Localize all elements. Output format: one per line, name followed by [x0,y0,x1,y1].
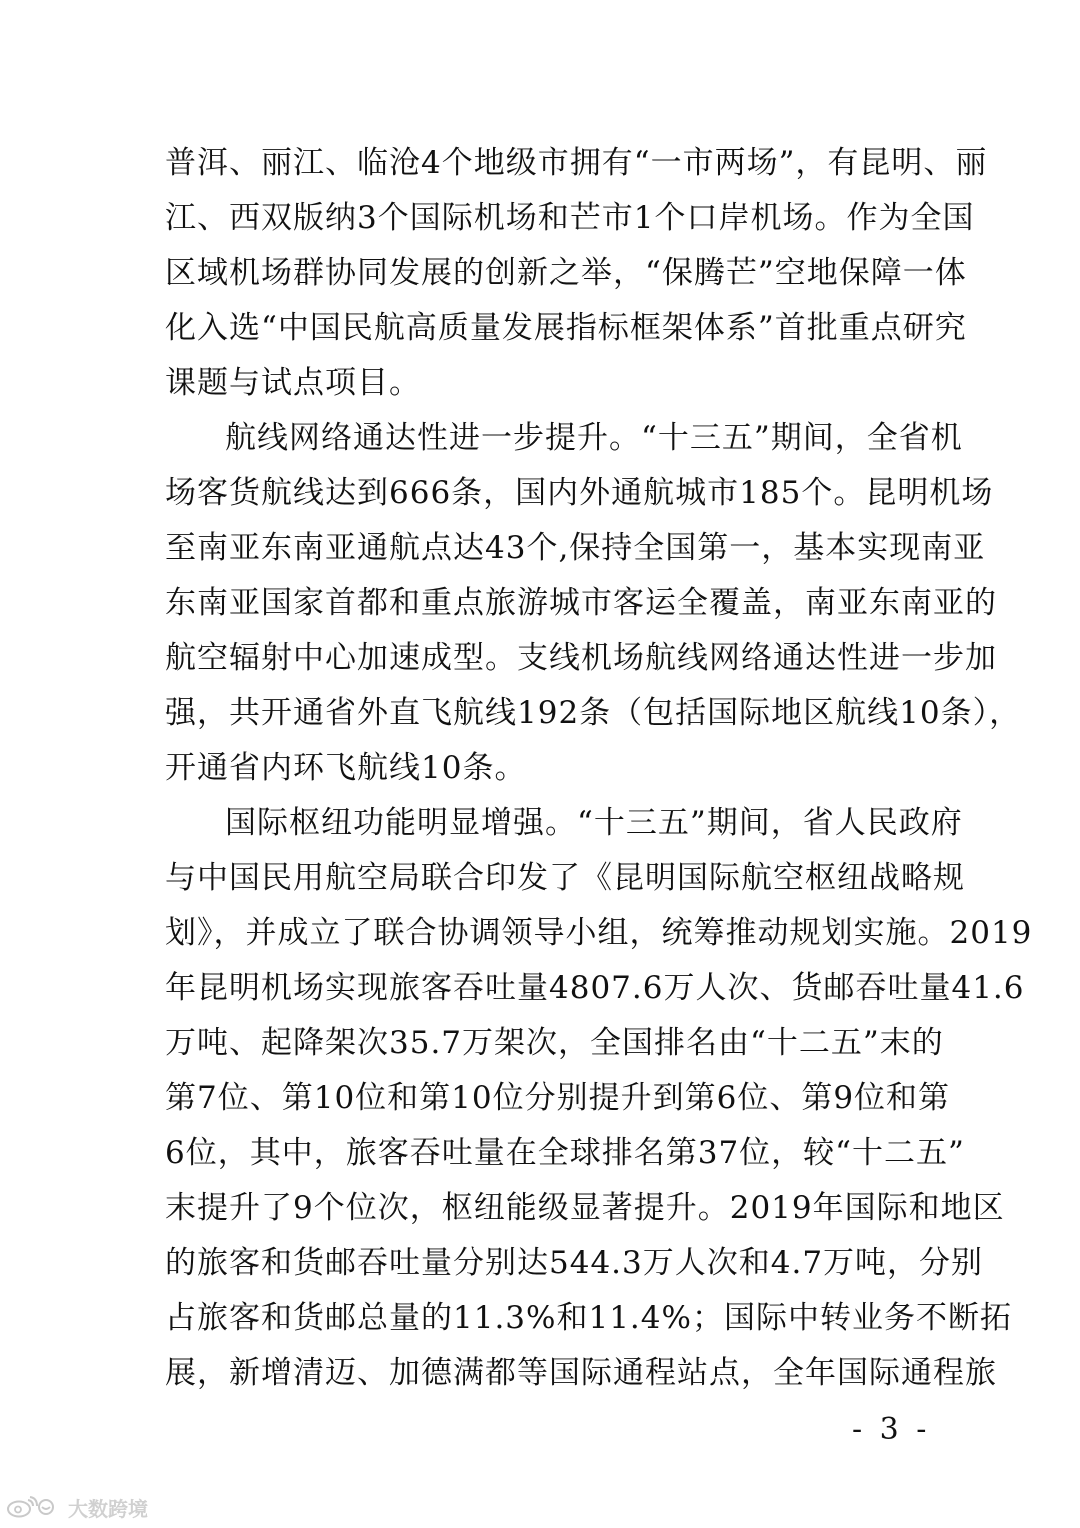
text-line: 航空辐射中心加速成型。支线机场航线网络通达性进一步加 [165,640,997,676]
text-line: 至南亚东南亚通航点达43个,保持全国第一，基本实现南亚 [165,530,986,566]
paragraph-start-line: 国际枢纽功能明显增强。“十三五”期间，省人民政府 [225,805,963,841]
text-line: 开通省内环飞航线10条。 [165,750,527,786]
weibo-logo-icon [6,1496,62,1518]
text-line: 东南亚国家首都和重点旅游城市客运全覆盖，南亚东南亚的 [165,585,997,621]
text-line: 场客货航线达到666条，国内外通航城市185个。昆明机场 [165,475,994,511]
document-body [165,136,1033,1401]
paragraph-start-line: 航线网络通达性进一步提升。“十三五”期间，全省机 [225,420,963,456]
text-line: 与中国民用航空局联合印发了《昆明国际航空枢纽战略规 [165,860,965,896]
text-line: 划》，并成立了联合协调领导小组，统筹推动规划实施。2019 [165,915,1033,951]
text-line: 的旅客和货邮吞吐量分别达544.3万人次和4.7万吨，分别 [165,1245,984,1281]
text-line: 末提升了9个位次，枢纽能级显著提升。2019年国际和地区 [165,1190,1005,1226]
text-line: 展，新增清迈、加德满都等国际通程站点，全年国际通程旅 [165,1355,997,1391]
text-line: 课题与试点项目。 [165,365,421,401]
text-line: 万吨、起降架次35.7万架次，全国排名由“十二五”末的 [165,1025,944,1061]
text-line: 占旅客和货邮总量的11.3%和11.4%；国际中转业务不断拓 [165,1300,1012,1336]
text-line: 年昆明机场实现旅客吞吐量4807.6万人次、货邮吞吐量41.6 [165,970,1025,1006]
text-line: 区域机场群协同发展的创新之举，“保腾芒”空地保障一体 [165,255,967,291]
text-line: 江、西双版纳3个国际机场和芒市1个口岸机场。作为全国 [165,200,975,236]
text-line: 强，共开通省外直飞航线192条（包括国际地区航线10条）， [165,695,1022,731]
text-line: 6位，其中，旅客吞吐量在全球排名第37位，较“十二五” [165,1135,965,1171]
page-number: - 3 - [852,1412,931,1447]
watermark [6,1492,148,1522]
watermark-text: 大数跨境 [68,1496,148,1521]
text-line: 化入选“中国民航高质量发展指标框架体系”首批重点研究 [165,310,967,346]
text-line: 第7位、第10位和第10位分别提升到第6位、第9位和第 [165,1080,951,1116]
text-line: 普洱、丽江、临沧4个地级市拥有“一市两场”，有昆明、丽 [165,145,988,181]
